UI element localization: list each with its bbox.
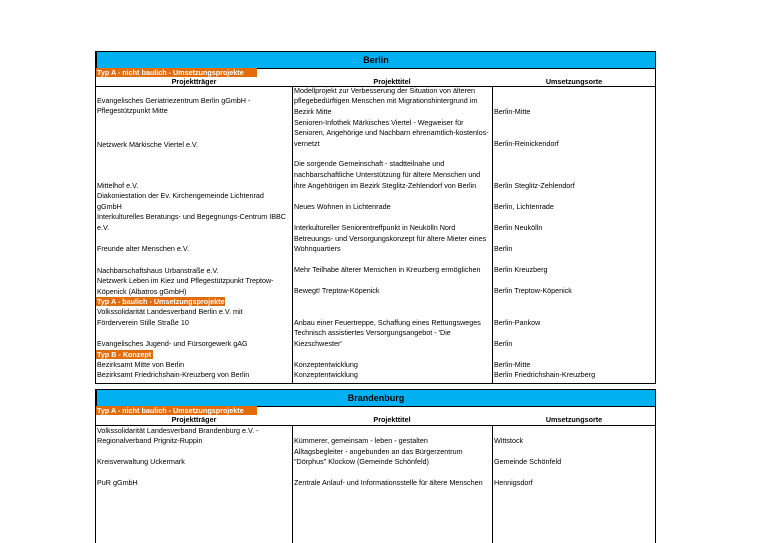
berlin-titel-text: Bezirk Mitte — [294, 107, 332, 116]
berlin-titel-text: Kiezschwester' — [294, 339, 342, 348]
berlin-titel-text: Modellprojekt zur Verbesserung der Situation von älteren — [294, 86, 475, 95]
berlin-section-b-konzept: Typ B - Konzept — [97, 350, 152, 359]
brandenburg-col-traeger: Projektträger — [171, 415, 217, 424]
berlin-traeger-text: Köpenick (Albatros gGmbH) — [97, 287, 187, 296]
berlin-titel-text: Neues Wohnen in Lichtenrade — [294, 202, 391, 211]
berlin-traeger-text: Mittelhof e.V. — [97, 181, 139, 190]
brandenburg-grid-col2 — [492, 425, 493, 543]
berlin-ort-text: Berlin Steglitz-Zehlendorf — [494, 181, 575, 190]
berlin-col-orte: Umsetzungsorte — [545, 77, 603, 86]
berlin-traeger-text: Förderverein Stille Straße 10 — [97, 318, 189, 327]
berlin-titel-text: Technisch assistiertes Versorgungsangebot - 'Die — [294, 328, 451, 337]
berlin-titel-text: vernetzt — [294, 139, 320, 148]
brandenburg-heading: Brandenburg — [96, 389, 656, 407]
berlin-ort-text: Berlin-Reinickendorf — [494, 139, 559, 148]
berlin-traeger-text: Interkulturelles Beratungs- und Begegnungs-Centrum IBBC — [97, 212, 286, 221]
berlin-traeger-text: Evangelisches Jugend- und Fürsorgewerk gAG — [97, 339, 248, 348]
berlin-col-titel: Projekttitel — [373, 77, 411, 86]
berlin-ort-text: Berlin, Lichtenrade — [494, 202, 554, 211]
brandenburg-grid-col1 — [292, 425, 293, 543]
berlin-ort-text: Berlin-Mitte — [494, 107, 531, 116]
berlin-grid-col1 — [292, 86, 293, 384]
brandenburg-col-orte: Umsetzungsorte — [545, 415, 603, 424]
berlin-traeger-text: Evangelisches Geriatriezentrum Berlin gGmbH - — [97, 96, 251, 105]
berlin-grid-col2 — [492, 86, 493, 384]
brandenburg-section-a-nicht-baulich: Typ A - nicht baulich - Umsetzungsprojekte — [96, 406, 257, 415]
berlin-titel-text: Betreuungs- und Versorgungskonzept für ältere Mieter eines — [294, 234, 487, 243]
berlin-titel-text: Anbau einer Feuertreppe, Schaffung eines Rettungsweges — [294, 318, 481, 327]
berlin-ort-text: Berlin-Mitte — [494, 360, 531, 369]
brandenburg-titel-text: Alltagsbegleiter - angebunden an das Bürgerzentrum — [294, 447, 463, 456]
berlin-traeger-text: e.V. — [97, 223, 110, 232]
berlin-traeger-text: Pflegestützpunkt Mitte — [97, 106, 168, 115]
berlin-grid-left — [95, 51, 96, 384]
berlin-ort-text: Berlin Neukölln — [494, 223, 543, 232]
berlin-titel-text: Konzeptentwicklung — [294, 370, 358, 379]
brandenburg-traeger-text: PuR gGmbH — [97, 478, 138, 487]
berlin-titel-text: Senioren, Angehörige und Nachbarn ehrenamtlich-kostenlos- — [294, 128, 489, 137]
berlin-col-traeger: Projektträger — [171, 77, 217, 86]
brandenburg-ort-text: Hennigsdorf — [494, 478, 533, 487]
berlin-traeger-text: gGmbH — [97, 202, 122, 211]
brandenburg-titel-text: Zentrale Anlauf- und Informationsstelle für ältere Menschen — [294, 478, 483, 487]
berlin-titel-text: pflegebedürftigen Menschen mit Migrationshintergrund im — [294, 96, 478, 105]
berlin-section-a-nicht-baulich: Typ A - nicht baulich - Umsetzungsprojekte — [96, 68, 257, 77]
berlin-heading: Berlin — [96, 51, 656, 69]
brandenburg-grid-right — [655, 389, 656, 543]
berlin-traeger-text: Nachbarschaftshaus Urbanstraße e.V. — [97, 266, 219, 275]
berlin-titel-text: Wohnquartiers — [294, 244, 341, 253]
berlin-ort-text: Berlin Friedrichshain-Kreuzberg — [494, 370, 596, 379]
berlin-grid-right — [655, 51, 656, 384]
berlin-titel-text: Mehr Teilhabe älterer Menschen in Kreuzberg ermöglichen — [294, 265, 481, 274]
berlin-traeger-text: Bezirksamt Mitte von Berlin — [97, 360, 185, 369]
berlin-titel-text: Konzeptentwicklung — [294, 360, 358, 369]
brandenburg-ort-text: Gemeinde Schönfeld — [494, 457, 562, 466]
brandenburg-traeger-text: Kreisverwaltung Uckermark — [97, 457, 185, 466]
brandenburg-traeger-text: Volkssolidarität Landesverband Brandenburg e.V. - — [97, 426, 259, 435]
berlin-ort-text: Berlin Kreuzberg — [494, 265, 548, 274]
berlin-traeger-text: Diakoniestation der Ev. Kirchengemeinde Lichtenrad — [97, 191, 264, 200]
berlin-titel-text: nachbarschaftliche Unterstützung für ältere Menschen und — [294, 170, 481, 179]
berlin-ort-text: Berlin — [494, 244, 513, 253]
berlin-section-a-baulich: Typ A - baulich - Umsetzungsprojekte — [97, 297, 225, 306]
berlin-titel-text: Interkultureller Seniorentreffpunkt in Neukölln Nord — [294, 223, 456, 232]
berlin-titel-text: Die sorgende Gemeinschaft - stadtteilnahe und — [294, 159, 445, 168]
berlin-traeger-text: Volkssolidarität Landesverband Berlin e.V. mit — [97, 307, 243, 316]
brandenburg-grid-left — [95, 389, 96, 543]
berlin-traeger-text: Bezirksamt Friedrichshain-Kreuzberg von Berlin — [97, 370, 250, 379]
berlin-ort-text: Berlin — [494, 339, 513, 348]
brandenburg-traeger-text: Regionalverband Prignitz-Ruppin — [97, 436, 203, 445]
brandenburg-titel-text: "Dörphus" Klockow (Gemeinde Schönfeld) — [294, 457, 429, 466]
brandenburg-col-titel: Projekttitel — [373, 415, 411, 424]
berlin-titel-text: Senioren-Infothek Märkisches Viertel - Wegweiser für — [294, 118, 464, 127]
berlin-traeger-text: Freunde alter Menschen e.V. — [97, 244, 190, 253]
berlin-traeger-text: Netzwerk Märkische Viertel e.V. — [97, 140, 199, 149]
berlin-grid-bottom — [95, 383, 656, 384]
berlin-titel-text: ihre Angehörigen im Bezirk Steglitz-Zehlendorf von Berlin — [294, 181, 477, 190]
berlin-titel-text: Bewegt! Treptow-Köpenick — [294, 286, 380, 295]
brandenburg-titel-text: Kümmerer, gemeinsam - leben - gestalten — [294, 436, 428, 445]
berlin-traeger-text: Netzwerk Leben im Kiez und Pflegestützpunkt Treptow- — [97, 276, 274, 285]
brandenburg-ort-text: Wittstock — [494, 436, 524, 445]
berlin-ort-text: Berlin Treptow-Köpenick — [494, 286, 572, 295]
berlin-ort-text: Berlin-Pankow — [494, 318, 541, 327]
